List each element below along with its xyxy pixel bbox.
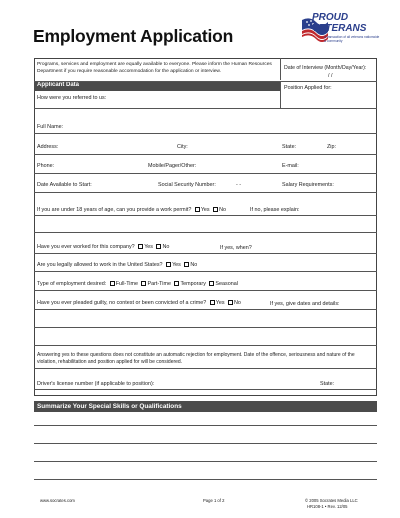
interview-date-field[interactable]: / /: [328, 73, 333, 79]
position-applied-label: Position Applied for:: [284, 85, 332, 91]
address-label: Address:: [37, 144, 59, 150]
ssn-field[interactable]: - -: [236, 182, 242, 188]
full-name-field[interactable]: [34, 133, 377, 134]
logo-tagline: A transaction of all veterans nationwide & community: [324, 35, 380, 43]
full-name-label: Full Name:: [37, 124, 64, 130]
skills-line[interactable]: [34, 443, 377, 444]
referral-label: How were you referred to us:: [37, 95, 107, 101]
phone-label: Phone:: [37, 163, 55, 169]
disclaimer-line2: violation, rehabilitation and position applied for will be considered.: [37, 359, 183, 365]
worked-before-question: Have you ever worked for this company? Yes No: [37, 244, 170, 250]
worked-before-no-checkbox[interactable]: [156, 244, 161, 249]
convicted-followup: If yes, give dates and details:: [270, 301, 340, 307]
date-available-label: Date Available to Start:: [37, 182, 92, 188]
legally-allowed-yes-checkbox[interactable]: [166, 262, 171, 267]
notice-line1: Programs, services and employment are equally available to everyone. Please inform the Human Resources: [37, 62, 272, 67]
ssn-label: Social Security Number:: [158, 182, 216, 188]
interview-date-label: Date of Interview (Month/Day/Year):: [284, 65, 367, 71]
state-label: State:: [282, 144, 297, 150]
legally-allowed-question: Are you legally allowed to work in the United States? Yes No: [37, 262, 198, 268]
skills-line[interactable]: [34, 425, 377, 426]
email-label: E-mail:: [282, 163, 299, 169]
logo-text: PROUD VETERANS: [312, 12, 367, 34]
zip-label: Zip:: [327, 144, 336, 150]
page-title: Employment Application: [33, 26, 234, 46]
footer-website: www.socrates.com: [40, 498, 75, 503]
skills-section-header: Summarize Your Special Skills or Qualifications: [34, 401, 377, 412]
phone-field[interactable]: [34, 173, 377, 174]
worked-before-yes-checkbox[interactable]: [138, 244, 143, 249]
seasonal-checkbox[interactable]: [209, 281, 214, 286]
convicted-yes-checkbox[interactable]: [210, 300, 215, 305]
full-time-checkbox[interactable]: [110, 281, 115, 286]
salary-label: Salary Requirements:: [282, 182, 334, 188]
license-label: Driver's license number (if applicable to position):: [37, 381, 155, 387]
work-permit-yes-checkbox[interactable]: [195, 207, 200, 212]
temporary-checkbox[interactable]: [174, 281, 179, 286]
city-label: City:: [177, 144, 188, 150]
convicted-no-checkbox[interactable]: [228, 300, 233, 305]
work-permit-question: If you are under 18 years of age, can you provide a work permit? Yes No: [37, 207, 227, 213]
work-permit-no-checkbox[interactable]: [213, 207, 218, 212]
footer-copyright: © 2005 Socrates Media LLC: [305, 498, 358, 503]
employment-type-question: Type of employment desired: Full-Time Part-Time Temporary Seasonal: [37, 281, 238, 287]
legally-allowed-no-checkbox[interactable]: [184, 262, 189, 267]
part-time-checkbox[interactable]: [141, 281, 146, 286]
applicant-data-header: Applicant Data: [34, 81, 280, 91]
skills-line[interactable]: [34, 479, 377, 480]
license-field[interactable]: [34, 389, 377, 390]
address-field[interactable]: [34, 154, 377, 155]
mobile-label: Mobile/Pager/Other:: [148, 163, 197, 169]
work-permit-followup: If no, please explain:: [250, 207, 300, 213]
logo: [300, 12, 380, 52]
footer-form-code: HR108-1 • Rev. 12/05: [307, 504, 348, 509]
footer-page: Page 1 of 2: [203, 498, 225, 503]
convicted-question: Have you ever pleaded guilty, no contest or been convicted of a crime? Yes No: [37, 300, 241, 306]
disclaimer-line1: Answering yes to these questions does not constitute an automatic rejection for employment. Date of the offence, seriousness and nature of the: [37, 352, 355, 358]
license-state-label: State:: [320, 381, 335, 387]
worked-before-followup: If yes, when?: [220, 245, 252, 251]
notice-line2: Department if you require reasonable accommodation for the application or interview.: [37, 69, 222, 74]
skills-line[interactable]: [34, 461, 377, 462]
